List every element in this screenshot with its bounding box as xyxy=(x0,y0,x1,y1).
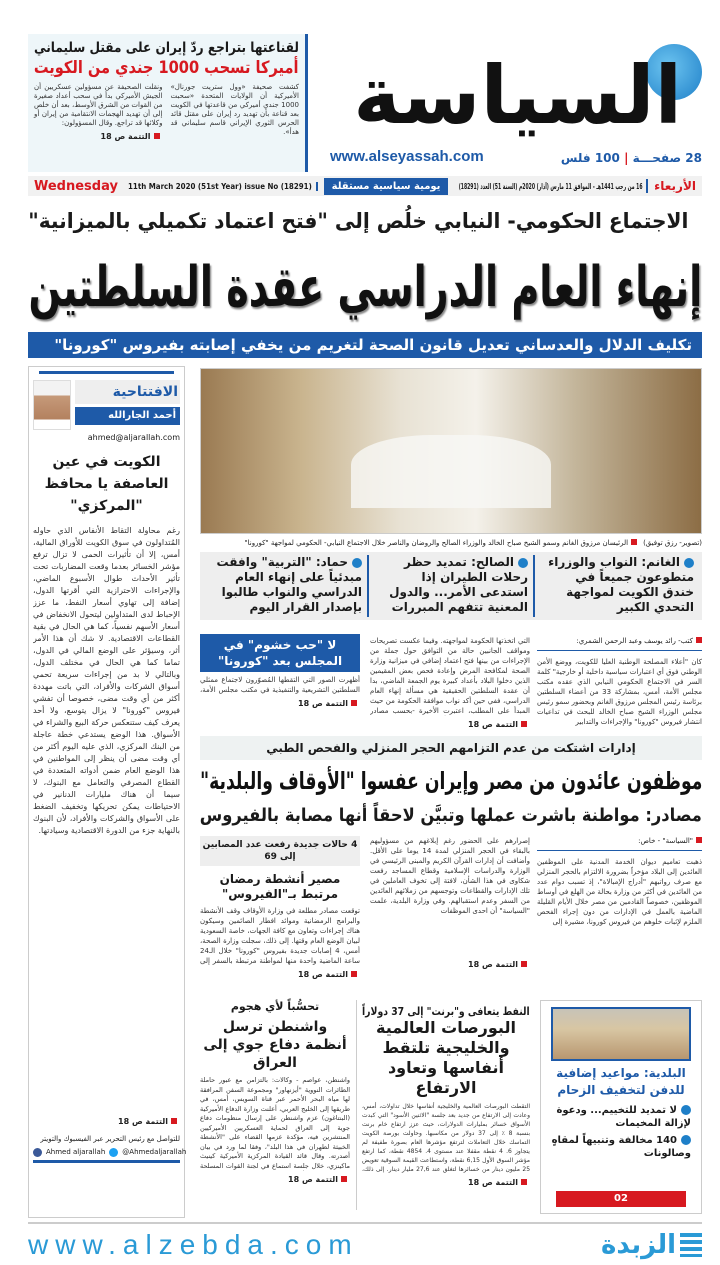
teaser-kicker: لقناعتها بتراجع ردّ إيران على مقتل سليماني xyxy=(34,40,299,56)
byline: "السياسة" - خاص: xyxy=(537,836,702,851)
highlight-item: الغانم: النواب والوزراء متطوعون جميعاً في خندق الكويت لمواجهة التحدي الكبير xyxy=(533,555,699,617)
continued-link[interactable]: التتمة ص 18 xyxy=(200,1174,350,1186)
side-story-headline: لا "حب خشوم" في المجلس بعد "كورونا" xyxy=(200,634,360,672)
editorial-text: رغم محاولة التقاط الأنفاس الذي حاوله المُتداولون في سوق الكويت للأوراق المالية، أمس، إلا أن تأثيرات الحمى لا تزال ترفع مؤشر الخسائر بعدما وقعت المضاربات تحت تأثير الأحداث طوال الأسبوع الماضي، والإجراءات الاحترازية التي أقرتها الدول، إضافة إلى تهاوي أسعار النفط، ما عزز الإحباط لدى المتداولين ليتحول الانخفاض في أسعار الأسهم نفسياً، كما هي الحال في بقية القطاعات الاقتصادية. لا شك أن هذا الأمر أثر، وسيؤثر على الوضع المالي في الدول، تماما كما هي الحال في مختلف الدول، وبالتالي لا بد من إجراءات سريعة تحمي أسواق الشركات والأفراد، التي باتت مهددة أكثر من أي وقت مضى، خصوصا أن تفشي فيروس "كورونا" لا يزال يتوسع، ولا أحد يعرف كيف ستنعكس حركة البيع والشراء في الأسواق. هذا الوضع يستدعي خطة عاجلة من البنك المركزي، الذي عليه اليوم أكثر من أي وقت مضى أن ينظر إلى المواطنين في هذا الوضع العام ضمن أدواته المتعددة في القطاع المصرفي والتعامل مع البنوك، لا سيما أن هناك مليارات الدنانير في الاحتياطات يمكن تحريكها وتخفيف الضغط على الأسواق والشركات والأفراد، لأن البنوك بالنهاية جزء من الدورة الاقتصادية وسيادتها. xyxy=(33,526,180,835)
ramadan-story: 4 حالات جديدة رفعت عدد المصابين إلى 69 مصير أنشطة رمضان مرتبط بـ"الفيروس" توقعت مصادر مطلعة في وزارة الأوقاف وقف الأنشطة والبرامج الرمضانية وموائد افطار الصائمين وسيكون هناك إجراءات وتعاون مع كافة الجهات، خاصة السعودية لبيان الوضع العام وقتها. إلى ذلك، سجلت وزارة الصحة، أمس، 4 إصابات جديدة بفيروس "كورونا" خلال الـ24 ساعة الماضية واحدة منها لمواطنة مرتبطة بالسفر إلى التتمة ص 18 xyxy=(200,836,360,981)
markets-headline: البورصات العالمية والخليجية تلتقط أنفاسها وتعاود الارتفاع xyxy=(376,1018,516,1097)
twitter-handle[interactable]: @Ahmedaljarallah xyxy=(122,1148,187,1156)
second-kicker: إدارات اشتكت من عدم التزامهم الحجر المنزلي والفحص الطبي xyxy=(200,736,702,760)
highlights-bar xyxy=(200,552,702,620)
continued-link[interactable]: التتمة ص 18 xyxy=(370,959,530,971)
editorial-section: الافتتاحية xyxy=(75,380,180,404)
author-photo xyxy=(33,380,71,430)
date-en: 11th March 2020 (51st Year) issue No (18291) xyxy=(124,182,318,191)
footer-logo: الزبدة xyxy=(601,1230,702,1260)
photo-credit: (تصوير- رزق توفيق) xyxy=(643,539,702,547)
washington-story: تحسُّباً لأي هجوم واشنطن ترسل أنظمة دفاع جوي إلى العراق واشنطن، عواصم - وكالات: بالتزامن مع عبور حاملة الطائرات النووية "أيزنهاور" ومجموعة السفن المرافقة لها مياه البحر الأحمر عبر قناة السويس، أمس، في طريقها إلى الخليج العربي، أعلنت وزارة الدفاع الأميركية (البنتاغون) عزم واشنطن على إرسال منظومات دفاع جوية إلى العراق لحماية العسكريين الأميركيين المنتشرين فيه، مؤكدة عزمها القضاء على "الأنشطة الخبيثة لطهران في هذا البلد"، وفقا لما ورد في بيان أصدرته. وقال قائد القيادة المركزية الأميركية كينيث ماكينزي، خلال جلسة استماع في لجنة القوات المسلحة التتمة ص 18 xyxy=(200,1000,350,1184)
ramadan-box: 4 حالات جديدة رفعت عدد المصابين إلى 69 xyxy=(200,836,360,866)
side-story: لا "حب خشوم" في المجلس بعد "كورونا" أظهرت الصور التي التقطها المُصوّرون لاجتماع ممثلي السلطتين التشريعية والتنفيذية في مكتب مجلس الأمة، التتمة ص 18 xyxy=(200,634,360,710)
second-col1: "السياسة" - خاص: ذهبت تعاميم ديوان الخدمة المدنية على الموظفين العائدين إلى البلاد مؤخراً بضرورة الالتزام بالحجر المنزلي مع صرف رواتبهم "أدراج الإمبالاة"، إذ تسبب دوام عدد من العائدين في أكثر من وزارة بحالة من الهلع في أوساط الموظفين، خصوصاً القادمين من مصر خلال الأيام القليلة الماضية بالعمل في الإدارات من دون إجراء الفحص الملزم لإثبات خلوهم من فيروس كورونا، مشيرة إلى xyxy=(537,837,702,926)
date-ar: 16 من رجب 1441هـ - الموافق 11 مارس (آذار) 2020م (السنة 51) العدد (18291) xyxy=(458,181,643,191)
website-link[interactable]: www.alseyassah.com xyxy=(330,148,484,165)
teaser-col2: ونقلت الصحيفة عن مسؤولين عسكريين أن الجيش الأميركي بدأ في سحب أعداد صغيرة من القوات من الشرق الأوسط، بعد أن خلص إلى أن تهديد الهجمات الانتقامية من إيران أو وكلائها قد تراجع. وقال المسؤولون: xyxy=(33,83,163,127)
masthead-logo: السياسة xyxy=(353,49,682,142)
cemetery-photo xyxy=(551,1007,691,1061)
price-info: 28 صفحـــة | 100 فلس xyxy=(560,151,702,165)
editorial-author: أحمد الجارالله xyxy=(75,407,180,425)
washington-kicker: تحسُّباً لأي هجوم xyxy=(230,1000,320,1013)
highlight-item: حماد: "التربية" وافقت مبدئياً على إنهاء العام الدراسي والنواب طالبوا بإصدار القرار اليوم xyxy=(216,555,362,614)
facebook-icon[interactable] xyxy=(33,1148,42,1157)
masthead xyxy=(330,40,702,170)
bullet-item: لا تمديد للتخييم... ودعوة لإزالة المخيمات xyxy=(556,1105,691,1129)
teaser-col1: كشفت صحيفة «وول ستريت جورنال» الأميركية أن الولايات المتحدة «سحبت 1000 جندي أميركي من قاعدتها في الكويت بعد قناعة بأن تهديد رد إيران على مقتل قائد الحرس الثوري الإيراني قاسم سليماني قد هدأ». xyxy=(170,83,299,136)
highlight-item: الصالح: تمديد حظر رحلات الطيران إذا استدعى الأمر... والدول المعنية تتفهم المبررات xyxy=(367,555,533,617)
bullet-icon xyxy=(681,1105,691,1115)
municipality-box xyxy=(540,1000,702,1214)
price: 100 فلس xyxy=(560,151,620,165)
menu-lines-icon xyxy=(680,1233,702,1257)
teaser-headline: أميركا تسحب 1000 جندي من الكويت xyxy=(34,58,299,78)
twitter-icon[interactable] xyxy=(109,1148,118,1157)
bullet-icon xyxy=(684,558,694,568)
lead-subhead: تكليف الدلال والعدساني تعديل قانون الصحة لتغريم من يخفي إصابته بفيروس "كورونا" xyxy=(28,332,702,358)
washington-headline: واشنطن ترسل أنظمة دفاع جوي إلى العراق xyxy=(203,1019,347,1071)
byline: كتب- رائد يوسف وعبد الرحمن الشمري: xyxy=(537,636,702,651)
lead-story-col1: كتب- رائد يوسف وعبد الرحمن الشمري: كان "أعلاء المصلحة الوطنية العليا للكويت، ووضع الأمن الوطني فوق أي اعتبارات سياسية داخلية أو خارجية" كلمة السر في الاجتماع الحكومي النيابي الذي عقده مكتب مجلس الأمة، أمس، بمشاركة 33 من أعضاء السلطتين برئاسة رئيس المجلس مرزوق الغانم وبحضور سمو رئيس مجلس الوزراء الشيخ صباح الخالد للبحث في تداعيات انتشار فيروس "كورونا" والإجراءات والتدابير xyxy=(537,637,702,726)
bullet-icon xyxy=(681,1135,691,1145)
bullet-item: 140 مخالفة وتنبيهاً لمقاهٍ وصالونات xyxy=(551,1135,691,1159)
second-headline: موظفون عائدون من مصر وإيران عفسوا "الأوقاف والبلدية" xyxy=(199,767,702,795)
lead-headline: إنهاء العام الدراسي عقدة السلطتين xyxy=(28,255,702,320)
editorial-email[interactable]: ahmed@aljarallah.com xyxy=(87,433,180,442)
municipality-headline: البلدية: مواعيد إضافية للدفن لتخفيف الزحام xyxy=(556,1066,686,1097)
bullet-icon xyxy=(352,558,362,568)
continued-link[interactable]: التتمة ص 18 xyxy=(34,131,163,143)
footer-divider xyxy=(28,1222,702,1224)
footer-website[interactable]: www.alzebda.com xyxy=(28,1229,359,1260)
facebook-handle[interactable]: Ahmed aljarallah xyxy=(46,1148,106,1156)
second-col2: إصرارهم على الحضور رغم إبلاغهم من مسؤوليهم بالبقاء في الحجر المنزلي لمدة 14 يوما على الأقل. وأضافت أن إدارات القرآن الكريم والمبنى الرئيسي في الوزارة والدراسات الإسلامية وقطاع المساجد رفعت شكاوى في هذا الشأن، لافتة إلى تخوف العاملين في تلك الإدارات والقطاعات وتوجسهم من زملائهم العائدين من السفر وعدم استقبالهم. وفي وزارة البلدية، علمت "السياسة" أن احدى الموظفات التتمة ص 18 xyxy=(370,837,530,969)
page-count: 28 صفحـــة xyxy=(632,151,702,165)
teaser-box xyxy=(28,34,308,172)
lead-story-col2: التي اتخذتها الحكومة لمواجهته. وفيما عكست تصريحات ومواقف الجانبين حالة من التوافق حول جملة من الإجراءات من بينها فتح اعتماد إضافي في ميزانية وزارة الصحة لمكافحة المرض وإعادة فحص بعض المقيمين الذين دخلوا البلاد بأعداد كبيرة يوم الجمعة الماضي، بدا أن عقدة السلطتين الحقيقية هي مسألة إنهاء العام الدراسي، ففي حين أكد نواب موافقة الحكومة من حيث المبدأ على المطلب، اعتبرت الأخيرة -بحسب مصادر التتمة ص 18 xyxy=(370,637,530,729)
continued-link[interactable]: التتمة ص 18 xyxy=(200,698,360,710)
photo-caption: الرئيسان مرزوق الغانم وسمو الشيخ صباح الخالد والوزراء الصالح والروضان والناصر خلال الاجتماع النيابي- الحكومي لمواجهة "كورونا" (تصوير- رزق توفيق) xyxy=(244,539,702,547)
markets-kicker: النفط يتعافى و"برنت" إلى 37 دولاراً xyxy=(362,1005,530,1018)
contact-text: للتواصل مع رئيس التحرير عبر الفيسبوك والتويتر xyxy=(40,1135,180,1143)
ramadan-headline: مصير أنشطة رمضان مرتبط بـ"الفيروس" xyxy=(219,872,341,901)
page-link[interactable]: 02 xyxy=(556,1191,686,1207)
continued-link[interactable]: التتمة ص 18 xyxy=(33,1116,180,1128)
continued-link[interactable]: التتمة ص 18 xyxy=(362,1177,530,1189)
second-subhead: مصادر: مواطنة باشرت عملها وتبيَّن لاحقاً أنها مصابة بالفيروس xyxy=(199,805,702,826)
lead-photo xyxy=(200,368,702,534)
day-en: Wednesday xyxy=(33,178,118,194)
tagline: يومية سياسية مستقلة xyxy=(324,178,449,195)
continued-link[interactable]: التتمة ص 18 xyxy=(200,969,360,981)
editorial-headline: الكويت في عين العاصفة يا محافظ "المركزي" xyxy=(44,454,169,514)
lead-kicker: الاجتماع الحكومي- النيابي خلُص إلى "فتح اعتماد تكميلي بالميزانية" xyxy=(27,209,688,233)
dateline-bar xyxy=(28,176,702,196)
bullet-icon xyxy=(518,558,528,568)
markets-story: النفط يتعافى و"برنت" إلى 37 دولاراً البورصات العالمية والخليجية تلتقط أنفاسها وتعاود الارتفاع التقطت البورصات العالمية والخليجية أنفاسها خلال تداولات، أمس، وعادت إلى الارتفاع من جديد بعد جلسة "الاثنين الأسود" التي كبدت الأسواق خسائر بمليارات الدولارات، حيث عزز ارتفاع خام برنت بنسبة 8 ٪ إلى 37 دولار من مكاسبها. وحاولت بورصة الكويت التماسك خلال التعاملات لترتفع مؤشرها العام بصورة طفيفة لم يتجاوز 6. 4 نقطة مقفلا عند مستوى 4. 4854 نقطة، كما ارتفع مؤشر السوق الأول 6,15 نقطة، واستطاعت القيمة السوقية تعويض 25 مليون دينار من خسائرها لتغلق عند 27,6 مليار دينار. إلى ذلك، التتمة ص 18 xyxy=(362,1000,530,1189)
continued-link[interactable]: التتمة ص 18 xyxy=(370,719,530,731)
day-ar: الأربعاء xyxy=(646,179,702,193)
